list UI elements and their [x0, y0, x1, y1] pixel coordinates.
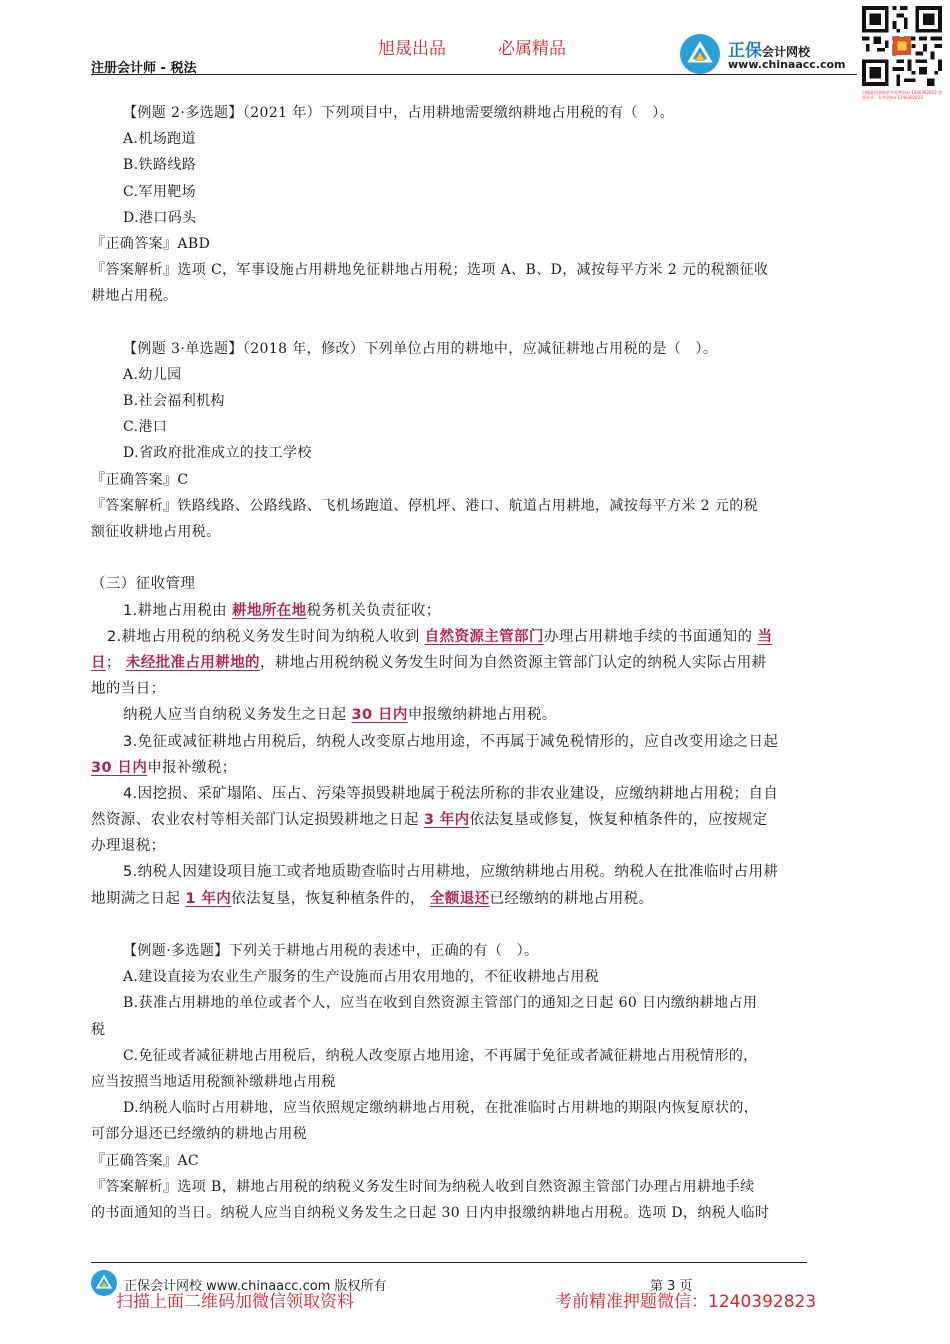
- document-body: [91, 100, 857, 1226]
- section-heading: （三）征收管理: [91, 576, 196, 593]
- logo-emblem-icon: [680, 34, 720, 74]
- header-divider: [91, 74, 857, 75]
- rule-1: 1.耕地占用税由 耕地所在地税务机关负责征收；: [123, 602, 441, 619]
- rule-5: 5.纳税人因建设项目施工或者地质勘查临时占用耕地，应缴纳耕地占用税。纳税人在批准临时占用耕: [123, 864, 779, 881]
- highlight-authority: 自然资源主管部门: [424, 628, 544, 645]
- question-2-title: 【例题 2·多选题】（2021 年）下列项目中，占用耕地需要缴纳耕地占用税的有（ ）。: [123, 105, 675, 121]
- question-2-option-b: B.铁路线路: [123, 157, 197, 174]
- question-3-option-a: A.幼儿园: [123, 366, 182, 383]
- question-4-analysis-cont: 的书面通知的当日。纳税人应当自纳税义务发生之日起 30 日内申报缴纳耕地占用税。选项 D，纳税人临时: [91, 1204, 770, 1221]
- footer-copyright: 正保会计网校 www.chinaacc.com 版权所有: [124, 1279, 387, 1294]
- qr-caption: 扫描此码获取更多免费资料 1240392823 想要更多，专享资料+1240392823: [862, 90, 942, 100]
- question-4-analysis: 『答案解析』选项 B，耕地占用税的纳税义务发生时间为纳税人收到自然资源主管部门办理占用耕地手续: [91, 1178, 755, 1195]
- header-slogan-left: 旭晟出品: [378, 39, 446, 59]
- logo-name: 正保: [728, 41, 762, 61]
- question-4-option-d-cont: 可部分退还已经缴纳的耕地占用税: [91, 1126, 307, 1143]
- rule-5-cont: 地期满之日起 1 年内依法复垦，恢复种植条件的， 全额退还已经缴纳的耕地占用税。: [91, 890, 654, 907]
- question-4-option-b-cont: 税: [91, 1021, 106, 1038]
- page-number: 第 3 页: [650, 1279, 693, 1294]
- footer-divider: [91, 1262, 807, 1263]
- header-slogan-right: 必属精品: [498, 39, 566, 59]
- rule-3: 3.免征或减征耕地占用税后，纳税人改变原占地用途，不再属于减免税情形的，应自改变用途之日起: [123, 733, 779, 750]
- highlight-30-days: 30 日内: [351, 707, 408, 724]
- question-2-option-c: C.军用靶场: [123, 183, 197, 200]
- question-2-answer: 『正确答案』ABD: [91, 235, 211, 252]
- question-4-answer: 『正确答案』AC: [91, 1152, 200, 1169]
- logo-subname: 会计网校: [762, 45, 811, 59]
- highlight-1-year: 1 年内: [185, 890, 232, 907]
- rule-4-cont: 然资源、农业农村等相关部门认定损毁耕地之日起 3 年内依法复垦或修复，恢复种植条件的，应按规定: [91, 812, 768, 829]
- highlight-full-refund: 全额退还: [429, 890, 490, 907]
- question-4-option-d: D.纳税人临时占用耕地，应当依照规定缴纳耕地占用税，在批准临时占用耕地的期限内恢复原状的，: [123, 1100, 759, 1117]
- rule-2-end: 地的当日；: [91, 681, 166, 698]
- wechat-qr-code[interactable]: [862, 6, 942, 86]
- question-3-analysis-cont: 额征收耕地占用税。: [91, 524, 221, 540]
- footer-logo-icon: [91, 1270, 117, 1296]
- highlight-same-day: 当: [757, 628, 773, 645]
- question-4-option-a: A.建设直接为农业生产服务的生产设施而占用农用地的，不征收耕地占用税: [123, 969, 600, 986]
- rule-4-end: 办理退税；: [91, 838, 166, 855]
- question-2-analysis: 『答案解析』选项 C，军事设施占用耕地免征耕地占用税；选项 A、B、D，减按每平方米 2 元的税额征收: [91, 262, 769, 279]
- question-4-option-b: B.获准占用耕地的单位或者个人，应当在收到自然资源主管部门的通知之日起 60 日内缴纳耕地占用: [123, 995, 758, 1012]
- rule-3-cont: 30 日内申报补缴税；: [91, 759, 237, 776]
- highlight-30-days-repay: 30 日内: [91, 759, 148, 776]
- question-3-answer: 『正确答案』C: [91, 471, 189, 488]
- promo-scan-text: 扫描上面二维码加微信领取资料: [116, 1292, 354, 1312]
- course-title: 注册会计师 - 税法: [91, 61, 197, 76]
- highlight-location: 耕地所在地: [232, 602, 307, 619]
- rule-4: 4.因挖损、采矿塌陷、压占、污染等损毁耕地属于税法所称的非农业建设，应缴纳耕地占用税；自自: [123, 785, 779, 802]
- question-2-option-d: D.港口码头: [123, 209, 197, 226]
- rule-2-cont: 日； 未经批准占用耕地的，耕地占用税纳税义务发生时间为自然资源主管部门认定的纳税人实际占用耕: [91, 654, 767, 671]
- rule-2-filing: 纳税人应当自纳税义务发生之日起 30 日内申报缴纳耕地占用税。: [123, 707, 557, 724]
- question-2-analysis-cont: 耕地占用税。: [91, 288, 178, 305]
- question-3-option-b: B.社会福利机构: [123, 393, 225, 410]
- question-3-option-c: C.港口: [123, 419, 168, 436]
- question-4-option-c-cont: 应当按照当地适用税额补缴耕地占用税: [91, 1073, 336, 1090]
- question-4-title: 【例题·多选题】下列关于耕地占用税的表述中，正确的有（ ）。: [123, 943, 539, 959]
- rule-2: 2.耕地占用税的纳税义务发生时间为纳税人收到 自然资源主管部门办理占用耕地手续的书面通知的 当: [107, 628, 773, 645]
- chinaacc-logo[interactable]: [680, 34, 860, 74]
- question-2-option-a: A.机场跑道: [123, 131, 196, 148]
- question-3-option-d: D.省政府批准成立的技工学校: [123, 445, 312, 462]
- highlight-3-years: 3 年内: [423, 812, 470, 829]
- logo-url: www.chinaacc.com: [728, 58, 846, 71]
- question-3-analysis: 『答案解析』铁路线路、公路线路、飞机场跑道、停机坪、港口、航道占用耕地，减按每平方米 2 元的税: [91, 497, 759, 514]
- highlight-unapproved: 未经批准占用耕地的: [125, 654, 260, 671]
- question-4-option-c: C.免征或者减征耕地占用税后，纳税人改变原占地用途，不再属于免征或者减征耕地占用税情形的，: [123, 1047, 758, 1064]
- promo-wechat-text: 考前精准押题微信：1240392823: [555, 1292, 817, 1312]
- question-3-title: 【例题 3·单选题】（2018 年，修改）下列单位占用的耕地中，应减征耕地占用税的是（ ）。: [123, 340, 718, 357]
